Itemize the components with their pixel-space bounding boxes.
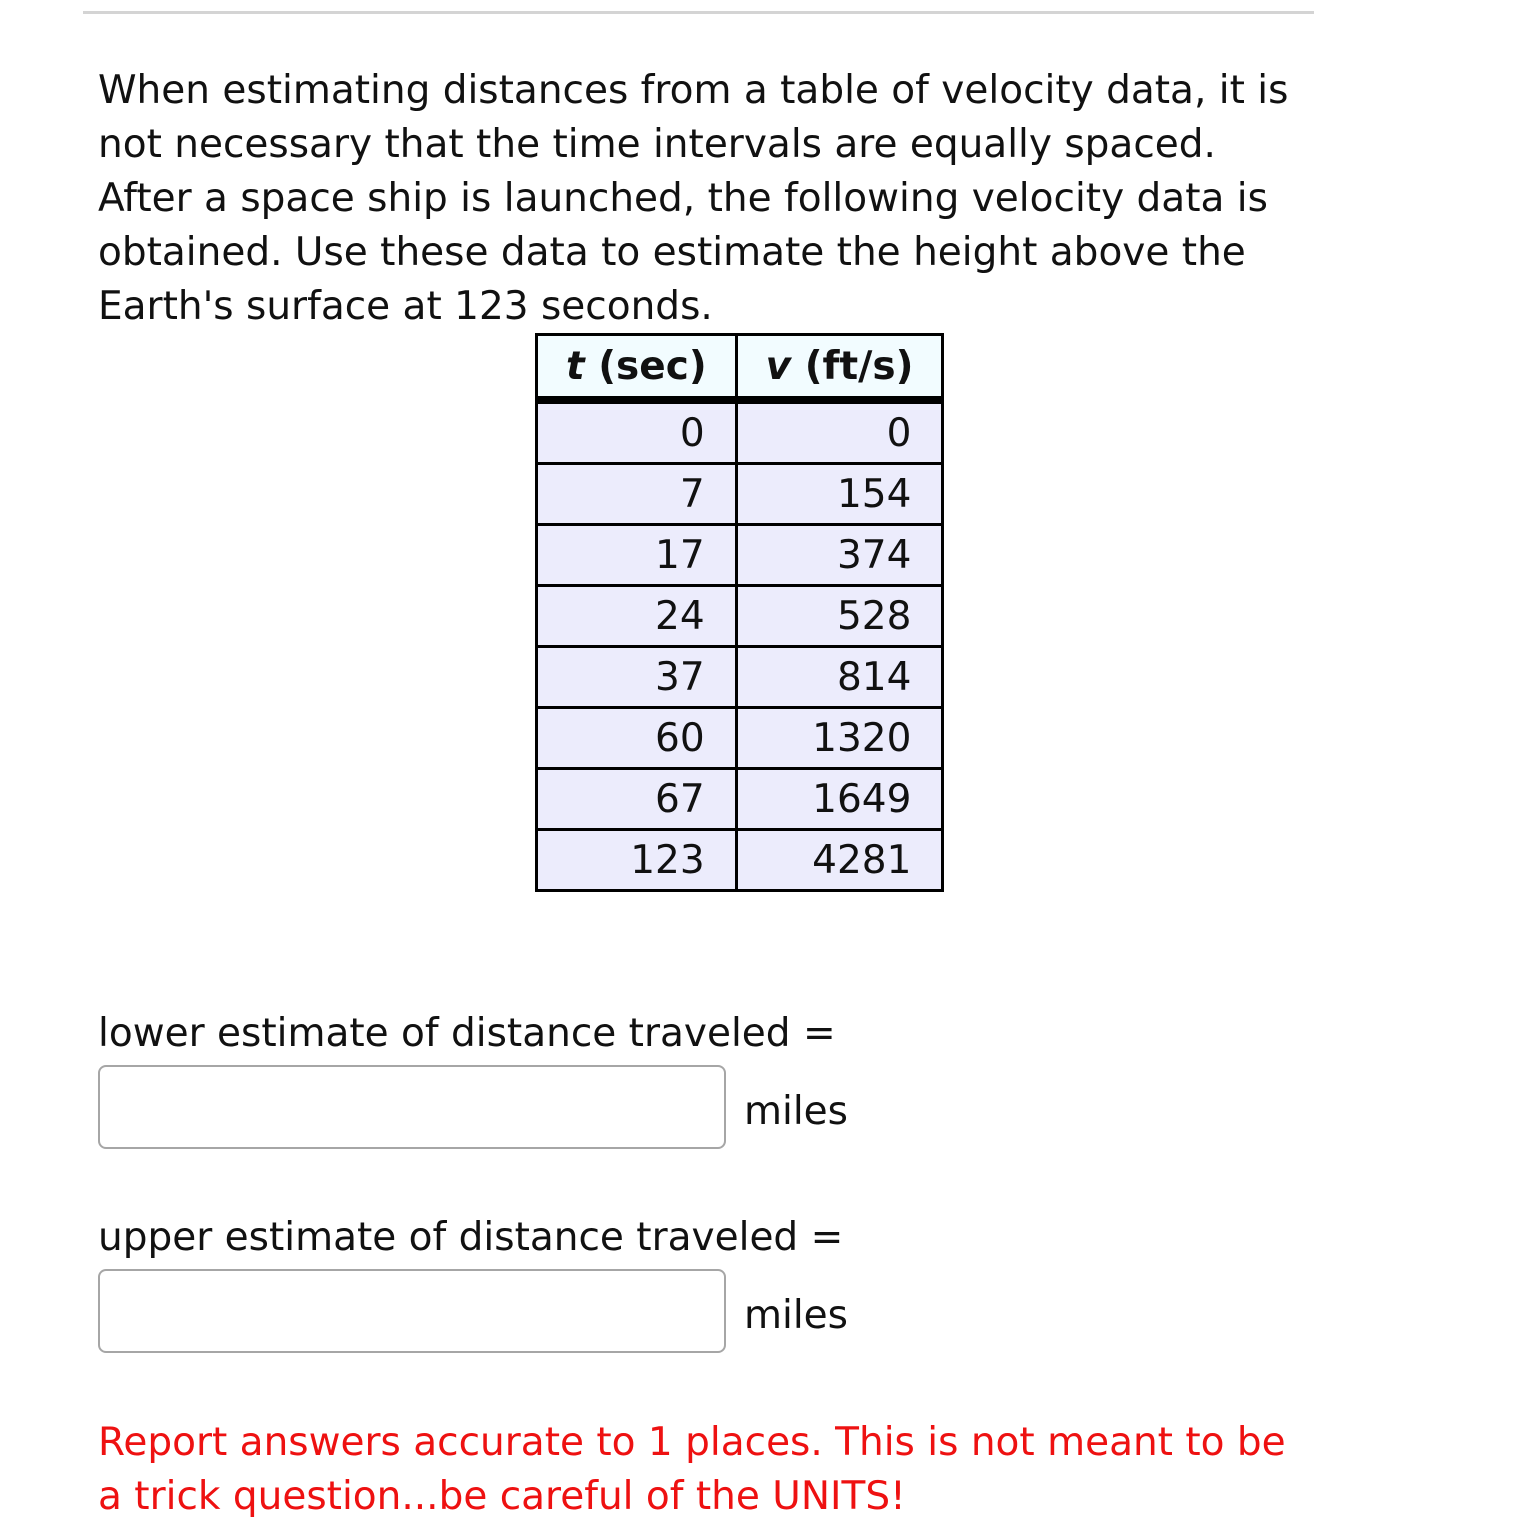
lower-estimate-unit: miles (744, 1089, 848, 1134)
time-cell: 7 (537, 464, 737, 525)
problem-statement: When estimating distances from a table of velocity data, it is not necessary that the time intervals are equally spaced. After a space ship is launched, the following velocity data is obtained. Use these data to estimate the height above the Earth's surface at 123 seconds. (98, 68, 1289, 329)
table-row (537, 830, 943, 891)
table-row (537, 647, 943, 708)
lower-estimate-input[interactable] (98, 1065, 726, 1149)
velocity-cell: 528 (736, 586, 943, 647)
velocity-cell: 0 (736, 400, 943, 464)
upper-estimate-input[interactable] (98, 1269, 726, 1353)
time-cell: 67 (537, 769, 737, 830)
time-variable: t (566, 343, 585, 389)
velocity-unit: (ft/s) (804, 343, 914, 389)
time-cell: 37 (537, 647, 737, 708)
upper-estimate-unit: miles (744, 1293, 848, 1338)
top-divider (83, 11, 1314, 14)
velocity-table (535, 333, 944, 892)
table-row (537, 586, 943, 647)
time-cell: 17 (537, 525, 737, 586)
table-row (537, 708, 943, 769)
velocity-cell: 374 (736, 525, 943, 586)
instruction-note: Report answers accurate to 1 places. This is not meant to be a trick question...be careful of the UNITS! (98, 1420, 1286, 1519)
table-header-row (537, 335, 943, 401)
velocity-cell: 1320 (736, 708, 943, 769)
time-cell: 123 (537, 830, 737, 891)
velocity-cell: 4281 (736, 830, 943, 891)
table-row (537, 400, 943, 464)
time-cell: 60 (537, 708, 737, 769)
time-cell: 0 (537, 400, 737, 464)
table-row (537, 464, 943, 525)
velocity-cell: 814 (736, 647, 943, 708)
velocity-variable: v (765, 343, 792, 389)
upper-estimate-label: upper estimate of distance traveled = (98, 1215, 844, 1260)
table-row (537, 769, 943, 830)
velocity-cell: 1649 (736, 769, 943, 830)
lower-estimate-label: lower estimate of distance traveled = (98, 1011, 836, 1056)
time-unit: (sec) (598, 343, 707, 389)
velocity-cell: 154 (736, 464, 943, 525)
header-velocity (736, 335, 943, 401)
time-cell: 24 (537, 586, 737, 647)
header-time (537, 335, 737, 401)
table-row (537, 525, 943, 586)
